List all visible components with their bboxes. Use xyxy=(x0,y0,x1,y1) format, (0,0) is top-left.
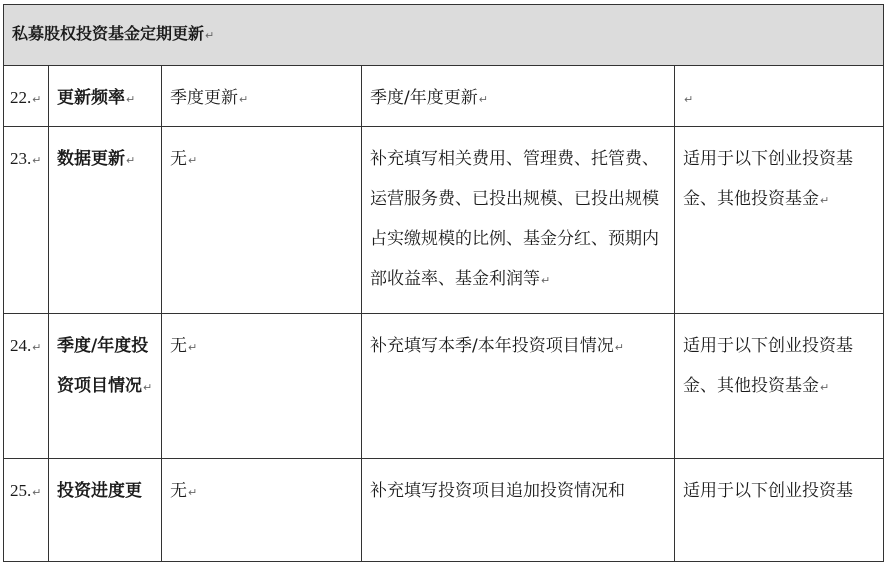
paragraph-mark-icon: ↵ xyxy=(478,93,488,106)
paragraph-mark-icon: ↵ xyxy=(239,93,249,106)
paragraph-mark-icon: ↵ xyxy=(32,155,42,167)
table-row xyxy=(4,66,884,127)
paragraph-mark-icon: ↵ xyxy=(614,341,624,354)
row-new-requirement: 补充填写投资项目追加投资情况和 xyxy=(362,459,675,562)
row-current-practice: 无↵ xyxy=(162,314,362,459)
table-header-row xyxy=(4,5,884,66)
row-scope: 适用于以下创业投资基金、其他投资基金↵ xyxy=(675,127,884,314)
paragraph-mark-icon: ↵ xyxy=(126,93,136,106)
row-item-name: 投资进度更 xyxy=(49,459,162,562)
paragraph-mark-icon: ↵ xyxy=(820,194,830,207)
paragraph-mark-icon: ↵ xyxy=(188,341,198,354)
table-title-cell xyxy=(4,5,884,66)
row-new-requirement: 补充填写本季/本年投资项目情况↵ xyxy=(362,314,675,459)
row-new-requirement: 季度/年度更新↵ xyxy=(362,66,675,127)
row-current-practice: 无↵ xyxy=(162,127,362,314)
row-number: 24.↵ xyxy=(4,314,49,459)
row-number: 22.↵ xyxy=(4,66,49,127)
table-row xyxy=(4,127,884,314)
paragraph-mark-icon: ↵ xyxy=(205,29,215,42)
paragraph-mark-icon: ↵ xyxy=(32,342,42,354)
row-number: 25.↵ xyxy=(4,459,49,562)
row-scope xyxy=(675,66,884,127)
paragraph-mark-icon: ↵ xyxy=(143,381,153,394)
row-current-practice: 季度更新↵ xyxy=(162,66,362,127)
row-item-name: 数据更新↵ xyxy=(49,127,162,314)
paragraph-mark-icon: ↵ xyxy=(32,487,42,499)
paragraph-mark-icon: ↵ xyxy=(188,486,198,499)
paragraph-mark-icon: ↵ xyxy=(188,154,198,167)
row-current-practice: 无↵ xyxy=(162,459,362,562)
table-row xyxy=(4,314,884,459)
paragraph-mark-icon: ↵ xyxy=(32,94,42,106)
table-title: 私募股权投资基金定期更新 xyxy=(12,24,205,43)
row-item-name: 季度/年度投资项目情况↵ xyxy=(49,314,162,459)
paragraph-mark-icon: ↵ xyxy=(820,381,830,394)
paragraph-mark-icon: ↵ xyxy=(684,93,694,106)
row-new-requirement: 补充填写相关费用、管理费、托管费、运营服务费、已投出规模、已投出规模占实缴规模的比例、基金分红、预期内部收益率、基金利润等↵ xyxy=(362,127,675,314)
paragraph-mark-icon: ↵ xyxy=(126,154,136,167)
row-scope: 适用于以下创业投资基 xyxy=(675,459,884,562)
row-number: 23.↵ xyxy=(4,127,49,314)
paragraph-mark-icon: ↵ xyxy=(541,274,551,287)
row-scope: 适用于以下创业投资基金、其他投资基金↵ xyxy=(675,314,884,459)
row-item-name: 更新频率↵ xyxy=(49,66,162,127)
fund-update-table xyxy=(3,4,884,562)
table-row xyxy=(4,459,884,562)
